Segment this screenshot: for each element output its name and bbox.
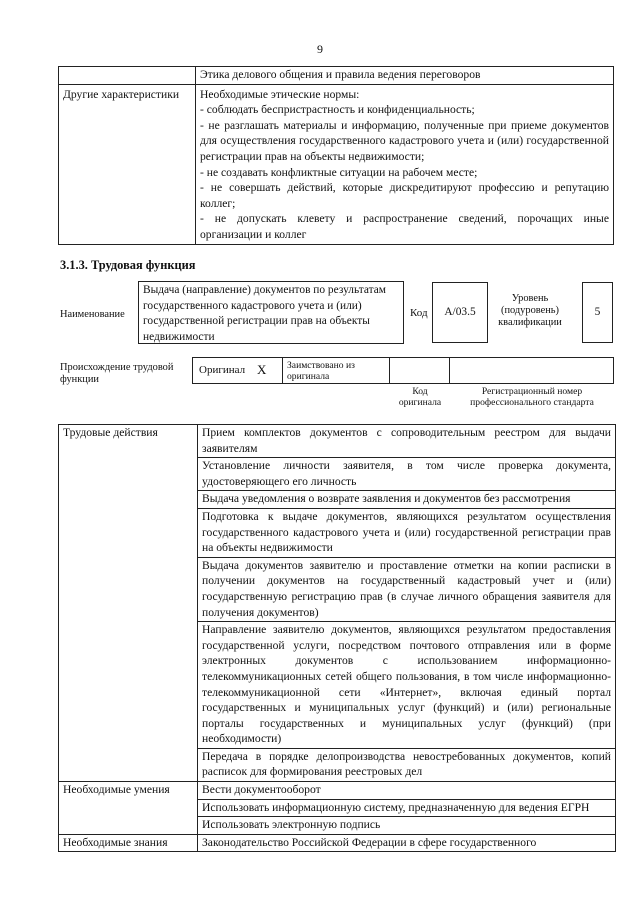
table-cell-left: Необходимые умения [59,782,198,835]
table-row [59,67,614,85]
labor-actions-table [58,424,616,852]
table-row [59,834,616,852]
table-cell-right: Передача в порядке делопроизводства невостребованных документов, копий расписок для формирования реестровых дел [198,748,616,781]
table-cell-left: Трудовые действия [59,425,198,782]
borrowed-label: Заимствовано из оригинала [287,360,355,382]
code-value: А/03.5 [444,306,476,318]
table-cell-left: Необходимые знания [59,834,198,852]
table-row [59,425,616,458]
table-row [59,84,614,244]
table-cell-right [196,84,614,244]
origin-label: Происхождение трудовой функции [60,362,174,385]
original-box [192,357,283,384]
table-cell-right: Прием комплектов документов с сопроводительным реестром для выдачи заявителям [198,425,616,458]
cell-line: - не совершать действий, которые дискредитируют профессию и репутацию коллег; [200,181,609,210]
code-caption: Код оригинала [398,386,442,408]
code-label: Код [410,307,428,319]
cell-line: - соблюдать беспристрастность и конфиденциальность; [200,103,475,117]
characteristics-table [58,66,614,245]
cell-line: - не создавать конфликтные ситуации на рабочем месте; [200,165,478,179]
code-value-box [432,282,488,343]
table-cell-right: Выдача документов заявителю и проставление отметки на копии расписки в получении документов на государственный кадастровый учет и (или) государственную регистрацию прав (в случае личного обращения заявителя для получения документов) [198,557,616,621]
borrowed-box [282,357,390,384]
table-cell-right: Подготовка к выдаче документов, являющихся результатом осуществления государственного кадастрового учета и (или) государственной регистрации прав на объекты недвижимости [198,508,616,557]
table-cell-right: Законодательство Российской Федерации в сфере государственного [198,834,616,852]
table-cell-right: Использовать информационную систему, предназначенную для ведения ЕГРН [198,799,616,817]
page-number: 9 [317,42,323,56]
table-cell-left [59,67,196,85]
level-label: Уровень (подуровень) квалификации [498,293,562,328]
table-cell-left: Другие характеристики [59,84,196,244]
cell-line: Этика делового общения и правила ведения переговоров [200,68,481,81]
table-cell-right: Вести документооборот [198,782,616,800]
name-value: Выдача (направление) документов по результатам государственного кадастрового учета и (или) государственной регистрации прав на объекты недвижимости [143,284,386,343]
name-label: Наименование [60,309,125,320]
reg-caption: Регистрационный номер профессионального стандарта [470,386,594,408]
name-value-box [138,281,404,344]
table-cell-right: Направление заявителю документов, являющихся результатом предоставления государственной услуги, посредством почтового отправления или в форме электронных документов с использованием информационно-телекоммуникационных сетей общего пользования, в том числе информационно-телекоммуникационной сети «Интернет», включая единый портал государственных и муниципальных услуг (функций) и (или) региональные порталы государственных и муниципальных услуг (функций) (при необходимости) [198,622,616,749]
reg-number-box [449,357,614,384]
level-value-box [582,282,613,343]
original-label: Оригинал [199,364,246,376]
cell-line: Необходимые этические нормы: [200,87,360,101]
table-cell-right: Использовать электронную подпись [198,817,616,835]
original-code-box [389,357,450,384]
table-cell-right: Выдача уведомления о возврате заявления и документов без рассмотрения [198,491,616,509]
original-mark: X [257,362,267,377]
table-cell-right [196,67,614,85]
table-cell-right: Установление личности заявителя, в том числе проверка документа, удостоверяющего его личность [198,458,616,491]
section-title: 3.1.3. Трудовая функция [60,258,196,272]
cell-line: - не разглашать материалы и информацию, полученные при приеме документов для осуществления государственного кадастрового учета и (или) государственной регистрации прав на объекты недвижимости; [200,118,609,163]
cell-line: - не допускать клевету и распространение сведений, порочащих иные организации и коллег [200,212,609,241]
table-row [59,782,616,800]
level-value: 5 [594,306,601,318]
